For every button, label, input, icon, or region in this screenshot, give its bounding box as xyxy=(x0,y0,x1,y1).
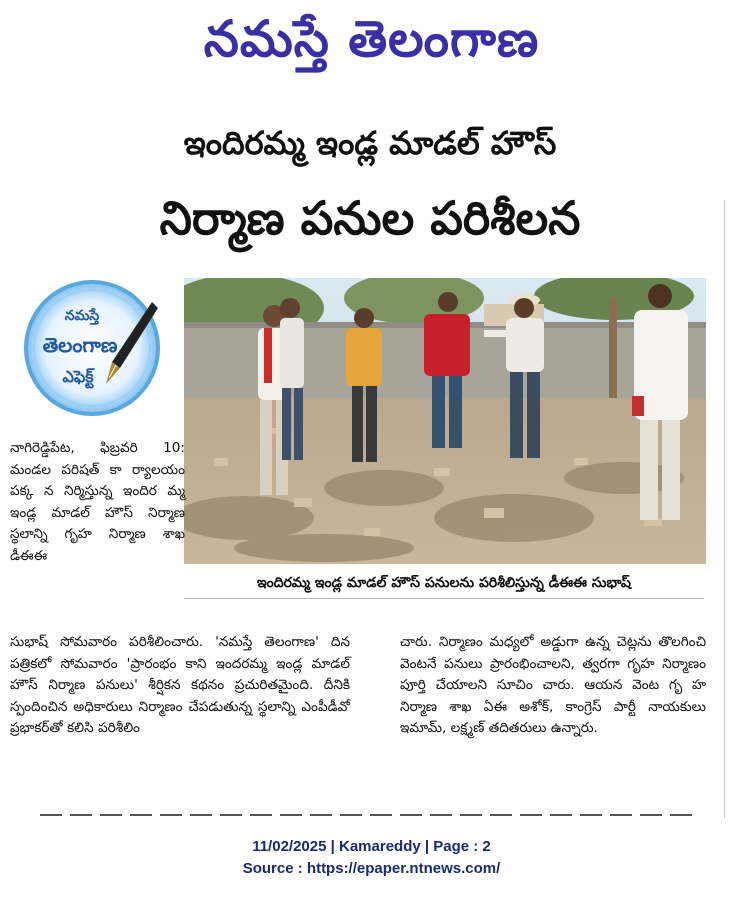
footer-separator: | xyxy=(420,838,434,855)
footer-source-label: Source : xyxy=(242,860,307,877)
article-body-column-3: చారు. నిర్మాణం మధ్యలో అడ్డుగా ఉన్న చెట్లను తొలగించి వెంటనే పనులు ప్రారంభించాలని, త్వరగా గృహ నిర్మాణం పూర్తి చేయాలని సూచిం చారు. ఆయన వెంట గృ హ నిర్మాణ శాఖ ఏఈ అశోక్, కాంగ్రెస్ పార్టీ నాయకులు ఇమామ్, లక్ష్మణ్ తదితరులు ఉన్నారు. xyxy=(400,634,706,737)
badge-line3: ఎఫెక్ట్ xyxy=(62,367,94,386)
namasthe-telangana-effect-badge xyxy=(20,272,170,424)
masthead-title: నమస్తే తెలంగాణ xyxy=(203,9,540,68)
site-inspection-photo xyxy=(184,278,706,564)
article-body-column-1: నాగిరెడ్డిపేట, ఫిబ్రవరి 10: మండల పరిషత్ కా ర్యాలయం పక్క న నిర్మిస్తున్న ఇందిర మ్మ ఇండ్ల మాడల్ హౌస్ నిర్మాణ స్థలాన్ని గృహ నిర్మాణ శాఖ డీఈఈ xyxy=(10,440,185,564)
footer-edition-line xyxy=(0,838,743,855)
article-body-column-2: సుభాష్ సోమవారం పరిశీలించారు. 'నమస్తే తెలంగాణ' దిన పత్రికలో సోమవారం 'ప్రారంభం కాని ఇందరమ్మ ఇండ్ల మాడల్ హౌస్ నిర్మాణ పనులు' శీర్షికన కథనం ప్రచురితమైంది. దీనికి స్పందించిన అధికారులు నిర్మాణం చేపడుతున్న స్థలాన్ని ఎంపీడీవో ప్రభాకర్‌తో కలిసి పరిశీలిం xyxy=(10,634,350,737)
badge-line2: తెలంగాణ xyxy=(42,333,118,357)
article-headline: నిర్మాణ పనుల పరిశీలన xyxy=(159,191,581,245)
footer-separator: | xyxy=(326,838,339,855)
footer-divider xyxy=(40,814,700,816)
footer-source-link[interactable]: https://epaper.ntnews.com/ xyxy=(306,860,501,877)
article-kicker: ఇందిరమ్మ ఇండ్ల మాడల్ హౌస్ xyxy=(183,124,557,162)
footer-page: Page : 2 xyxy=(433,838,491,855)
badge-line1: నమస్తే xyxy=(64,308,100,324)
column-rule xyxy=(724,200,725,818)
footer-source-line xyxy=(0,860,743,877)
photo-caption: ఇందిరమ్మ ఇండ్ల మాడల్ హౌస్ పనులను పరిశీలిస్తున్న డీఈఈ సుభాష్ xyxy=(184,568,704,599)
footer-date: 11/02/2025 xyxy=(252,838,327,855)
footer-edition: Kamareddy xyxy=(339,838,421,855)
